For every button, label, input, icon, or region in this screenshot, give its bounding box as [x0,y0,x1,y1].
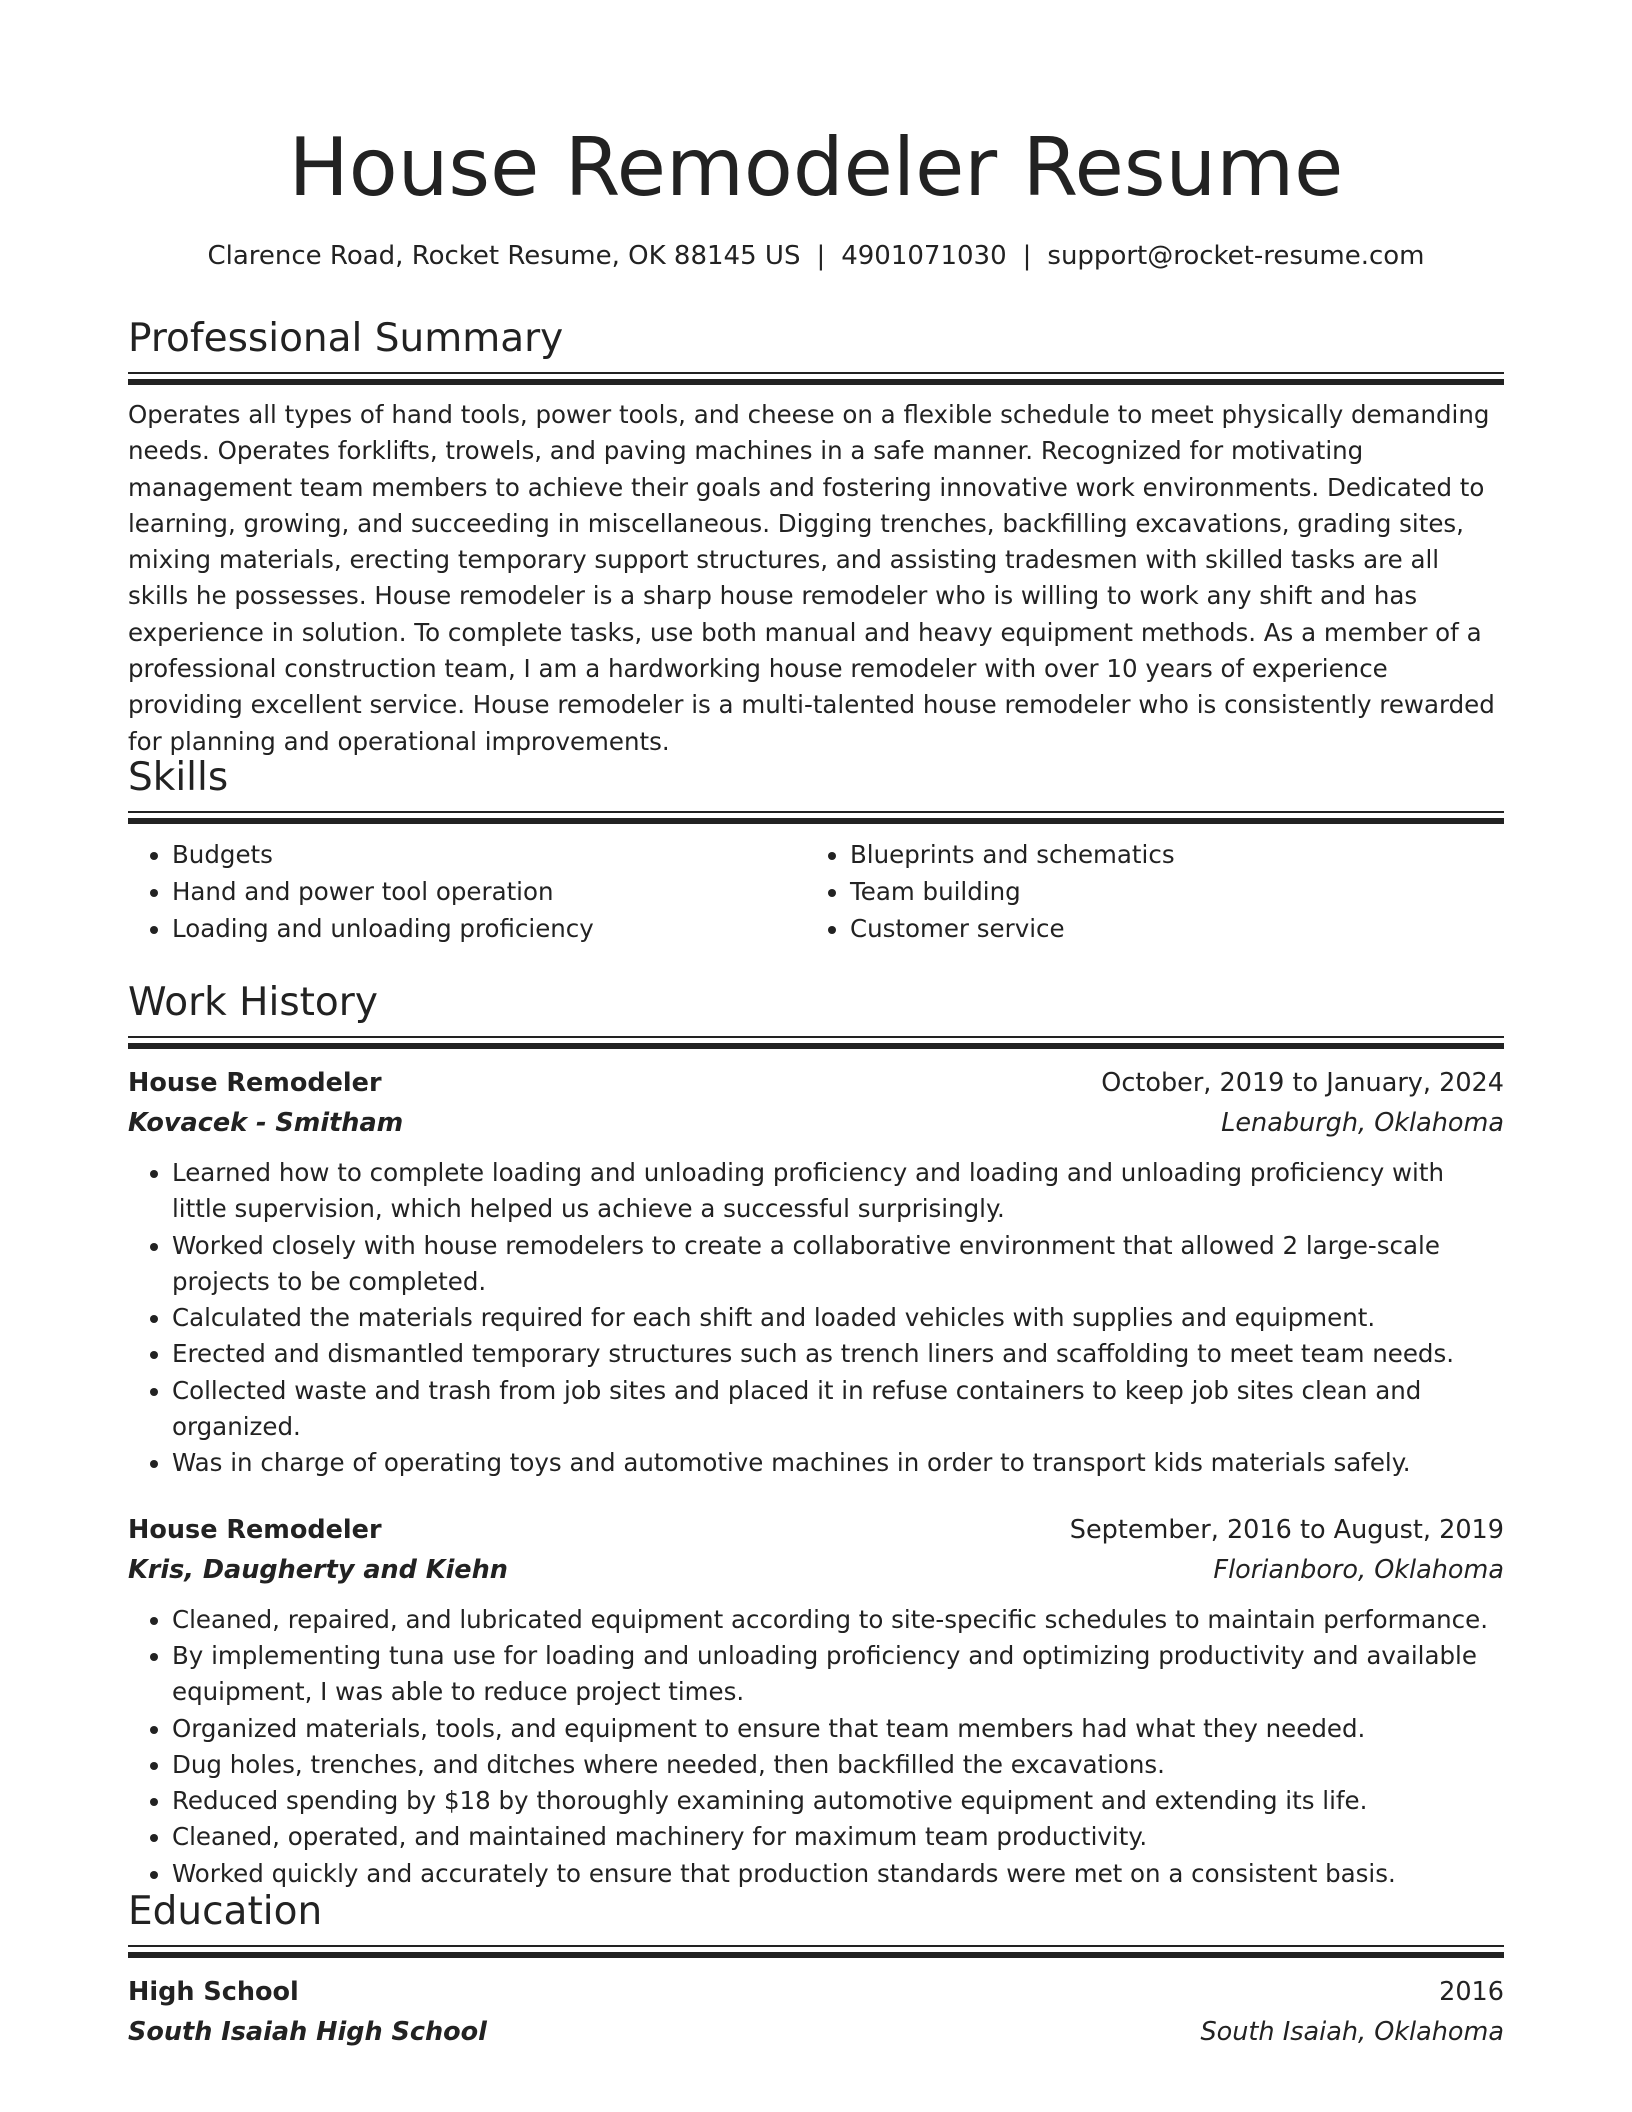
skills-heading: Skills [128,755,229,800]
job-bullet: • Was in charge of operating toys and automotive machines in order to transport kids materials safely. [172,1445,1504,1481]
section-divider [128,811,1504,813]
skill-item: • Customer service [850,910,1484,947]
education-entry [128,1972,1504,2052]
section-divider [128,372,1504,374]
education-heading: Education [128,1889,323,1934]
education-subheader [128,2012,1504,2052]
job-subheader [128,1103,1504,1143]
skills-list [128,836,1504,947]
job-bullet: • Erected and dismantled temporary structures such as trench liners and scaffolding to meet team needs. [172,1336,1504,1372]
summary-heading: Professional Summary [128,316,564,361]
skill-item: • Loading and unloading proficiency [172,910,806,947]
job-bullet: • By implementing tuna use for loading and unloading proficiency and optimizing productivity and available equipment, I was able to reduce project times. [172,1638,1504,1711]
skill-item: • Team building [850,873,1484,910]
job-dates: September, 2016 to August, 2019 [1069,1514,1504,1545]
skill-item: • Budgets [172,836,806,873]
contact-separator: | [1022,241,1032,271]
job-bullet: • Calculated the materials required for each shift and loaded vehicles with supplies and equipment. [172,1300,1504,1336]
job-company: Kris, Daugherty and Kiehn [128,1554,508,1585]
work-history-section [128,978,1504,1892]
job-subheader [128,1550,1504,1590]
page-title: House Remodeler Resume [288,121,1344,214]
section-divider-thick [128,818,1504,824]
section-divider-thick [128,379,1504,385]
contact-line [128,236,1504,276]
skill-item: • Hand and power tool operation [172,873,806,910]
contact-phone: 4901071030 [841,241,1007,271]
section-divider-thick [128,1043,1504,1049]
summary-text: Operates all types of hand tools, power tools, and cheese on a flexible schedule to meet physically demanding needs. Operates forklifts, trowels, and paving machines in a safe manner. Recognized for motivating management team members to achieve their goals and fostering innovative work environments. Dedicated to learning, growing, and succeeding in miscellaneous. Digging trenches, backfilling excavations, grading sites, mixing materials, erecting temporary support structures, and assisting tradesmen with skilled tasks are all skills he possesses. House remodeler is a sharp house remodeler who is willing to work any shift and has experience in solution. To complete tasks, use both manual and heavy equipment methods. As a member of a professional construction team, I am a hardworking house remodeler with over 10 years of experience providing excellent service. House remodeler is a multi-talented house remodeler who is consistently rewarded for planning and operational improvements. [128,400,1495,756]
job-entry [128,1063,1504,1482]
job-title: House Remodeler [128,1068,382,1098]
education-degree: High School [128,1977,299,2007]
job-company: Kovacek - Smitham [128,1108,404,1138]
job-bullet: • Worked quickly and accurately to ensure that production standards were met on a consistent basis. [172,1856,1504,1892]
job-bullet: • Organized materials, tools, and equipment to ensure that team members had what they needed. [172,1711,1504,1747]
job-header [128,1510,1504,1550]
job-bullet: • Collected waste and trash from job sites and placed it in refuse containers to keep job sites clean and organized. [172,1373,1504,1446]
job-title: House Remodeler [128,1514,382,1545]
job-bullet: • Dug holes, trenches, and ditches where needed, then backfilled the excavations. [172,1747,1504,1783]
job-bullet: • Learned how to complete loading and unloading proficiency and loading and unloading proficiency with little supervision, which helped us achieve a successful surprisingly. [172,1155,1504,1228]
education-school: South Isaiah High School [128,2017,487,2047]
skills-column-left [128,836,806,947]
job-bullet: • Cleaned, repaired, and lubricated equipment according to site-specific schedules to maintain performance. [172,1602,1504,1638]
job-location: Lenaburgh, Oklahoma [1221,1108,1504,1138]
work-history-heading: Work History [128,980,378,1025]
job-bullets [128,1155,1504,1482]
job-location: Florianboro, Oklahoma [1213,1554,1504,1585]
contact-email: support@rocket-resume.com [1047,241,1425,271]
job-bullet: • Worked closely with house remodelers to create a collaborative environment that allowed 2 large-scale projects to be completed. [172,1228,1504,1301]
education-location: South Isaiah, Oklahoma [1200,2017,1504,2047]
skills-column-right [806,836,1484,947]
section-divider [128,1945,1504,1947]
summary-section [128,314,1504,760]
skill-item: • Blueprints and schematics [850,836,1484,873]
skills-section [128,753,1504,947]
job-bullet: • Reduced spending by $18 by thoroughly examining automotive equipment and extending its life. [172,1783,1504,1819]
section-divider-thick [128,1952,1504,1958]
section-divider [128,1036,1504,1038]
job-bullet: • Cleaned, operated, and maintained machinery for maximum team productivity. [172,1819,1504,1855]
job-dates: October, 2019 to January, 2024 [1101,1068,1504,1098]
education-header [128,1972,1504,2012]
job-header [128,1063,1504,1103]
job-entry [128,1510,1504,1892]
contact-separator: | [816,241,826,271]
education-section [128,1887,1504,2052]
contact-address: Clarence Road, Rocket Resume, OK 88145 US [207,241,801,271]
education-year: 2016 [1439,1977,1504,2007]
job-bullets [128,1602,1504,1892]
